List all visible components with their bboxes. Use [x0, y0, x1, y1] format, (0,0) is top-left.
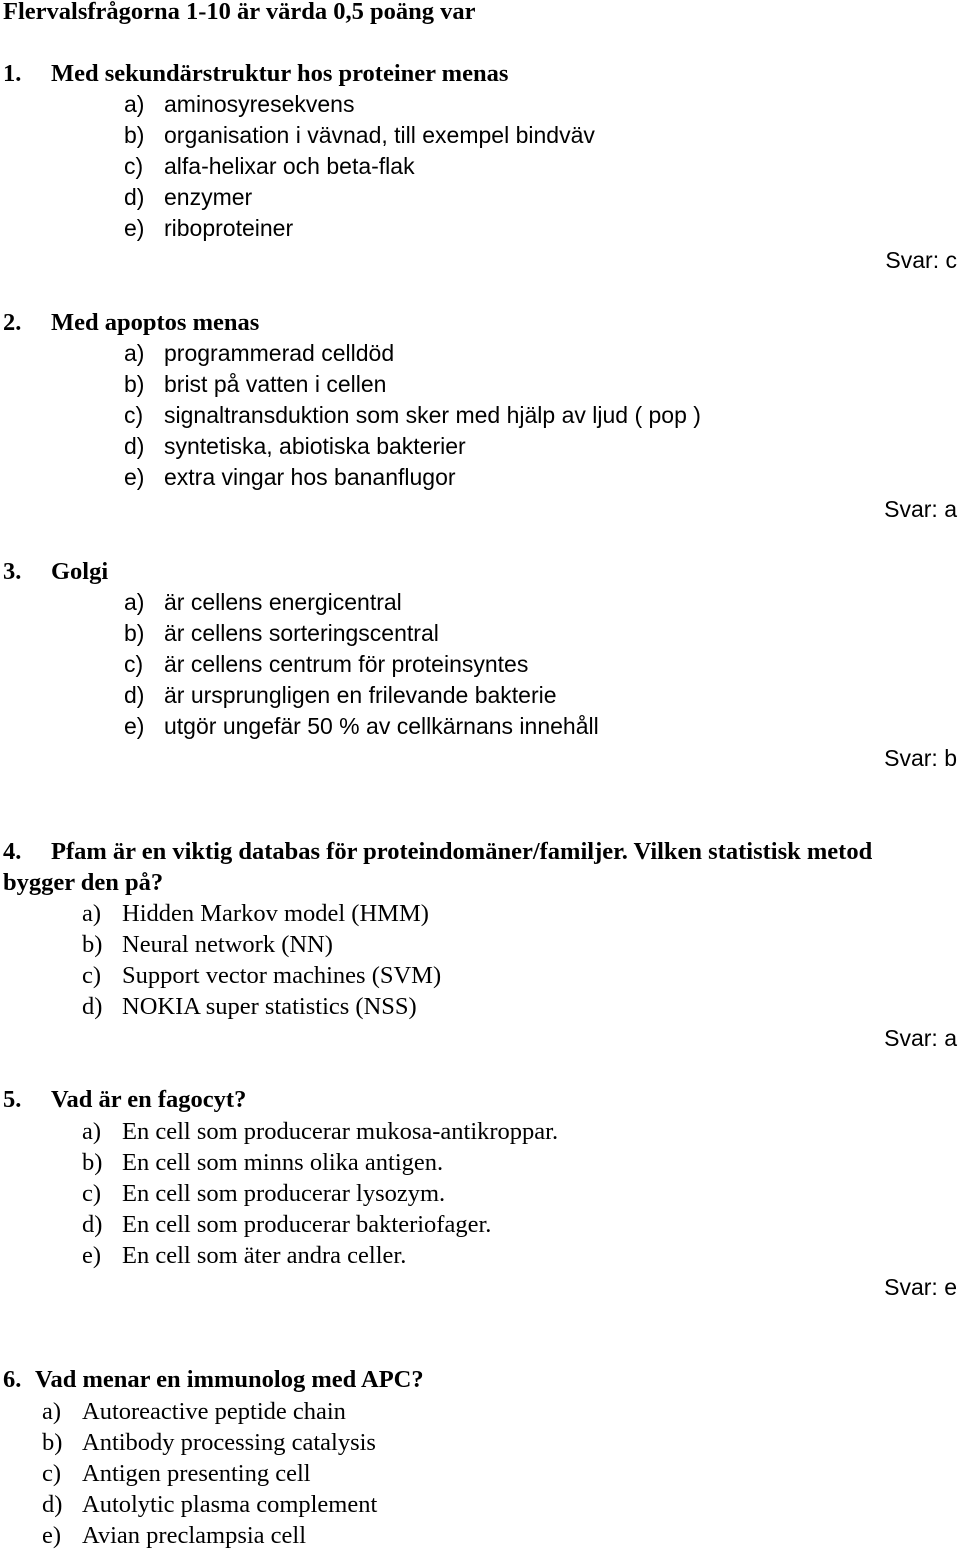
q4-answer: Svar: a — [884, 1025, 957, 1051]
question-4-line2: bygger den på? — [3, 869, 164, 896]
question-text: Golgi — [51, 558, 109, 585]
q6-option-e: e) Avian preclampsia cell — [42, 1522, 307, 1549]
question-5 — [3, 1084, 246, 1115]
q2-answer: Svar: a — [884, 496, 957, 522]
question-6 — [3, 1364, 424, 1395]
q5-option-d: d) En cell som producerar bakteriofager. — [82, 1211, 492, 1238]
q3-option-a: a) är cellens energicentral — [124, 589, 402, 615]
q4-option-a: a) Hidden Markov model (HMM) — [82, 900, 429, 927]
q3-option-b: b) är cellens sorteringscentral — [124, 620, 439, 646]
q6-option-a: a) Autoreactive peptide chain — [42, 1398, 346, 1425]
page-header: Flervalsfrågorna 1-10 är värda 0,5 poäng var — [3, 0, 476, 25]
question-4 — [3, 836, 872, 867]
q4-option-b: b) Neural network (NN) — [82, 931, 333, 958]
q2-option-a: a) programmerad celldöd — [124, 340, 395, 366]
question-number: 3. — [3, 558, 22, 585]
question-1 — [3, 58, 508, 89]
q2-option-b: b) brist på vatten i cellen — [124, 371, 387, 397]
question-2 — [3, 307, 259, 338]
question-text: Med sekundärstruktur hos proteiner menas — [51, 60, 509, 87]
q3-option-c: c) är cellens centrum för proteinsyntes — [124, 651, 529, 677]
q1-option-e: e) riboproteiner — [124, 215, 294, 241]
question-text-line1: Pfam är en viktig databas för proteindomäner/familjer. Vilken statistisk metod — [51, 838, 873, 865]
q6-option-d: d) Autolytic plasma complement — [42, 1491, 378, 1518]
question-number: 1. — [3, 60, 22, 87]
question-text: Med apoptos menas — [51, 309, 260, 336]
q6-option-c: c) Antigen presenting cell — [42, 1460, 311, 1487]
q5-option-b: b) En cell som minns olika antigen. — [82, 1149, 444, 1176]
question-number: 6. — [3, 1366, 22, 1393]
q1-option-c: c) alfa-helixar och beta-flak — [124, 153, 415, 179]
q5-answer: Svar: e — [884, 1274, 957, 1300]
q2-option-e: e) extra vingar hos bananflugor — [124, 464, 456, 490]
question-text: Vad är en fagocyt? — [51, 1086, 247, 1113]
q5-option-e: e) En cell som äter andra celler. — [82, 1242, 407, 1269]
q2-option-d: d) syntetiska, abiotiska bakterier — [124, 433, 466, 459]
q3-option-e: e) utgör ungefär 50 % av cellkärnans innehåll — [124, 713, 599, 739]
q1-option-a: a) aminosyresekvens — [124, 91, 355, 117]
q4-option-c: c) Support vector machines (SVM) — [82, 962, 442, 989]
q1-option-b: b) organisation i vävnad, till exempel bindväv — [124, 122, 595, 148]
q6-option-b: b) Antibody processing catalysis — [42, 1429, 376, 1456]
q3-option-d: d) är ursprungligen en frilevande bakterie — [124, 682, 557, 708]
q5-option-a: a) En cell som producerar mukosa-antikroppar. — [82, 1118, 559, 1145]
question-number: 2. — [3, 309, 22, 336]
q4-option-d: d) NOKIA super statistics (NSS) — [82, 993, 417, 1020]
question-number: 5. — [3, 1086, 22, 1113]
q5-option-c: c) En cell som producerar lysozym. — [82, 1180, 446, 1207]
q3-answer: Svar: b — [884, 745, 957, 771]
q1-option-d: d) enzymer — [124, 184, 253, 210]
q1-answer: Svar: c — [885, 247, 957, 273]
q2-option-c: c) signaltransduktion som sker med hjälp av ljud ( pop ) — [124, 402, 701, 428]
question-text: Vad menar en immunolog med APC? — [35, 1366, 424, 1393]
question-number: 4. — [3, 838, 22, 865]
question-3 — [3, 556, 108, 587]
